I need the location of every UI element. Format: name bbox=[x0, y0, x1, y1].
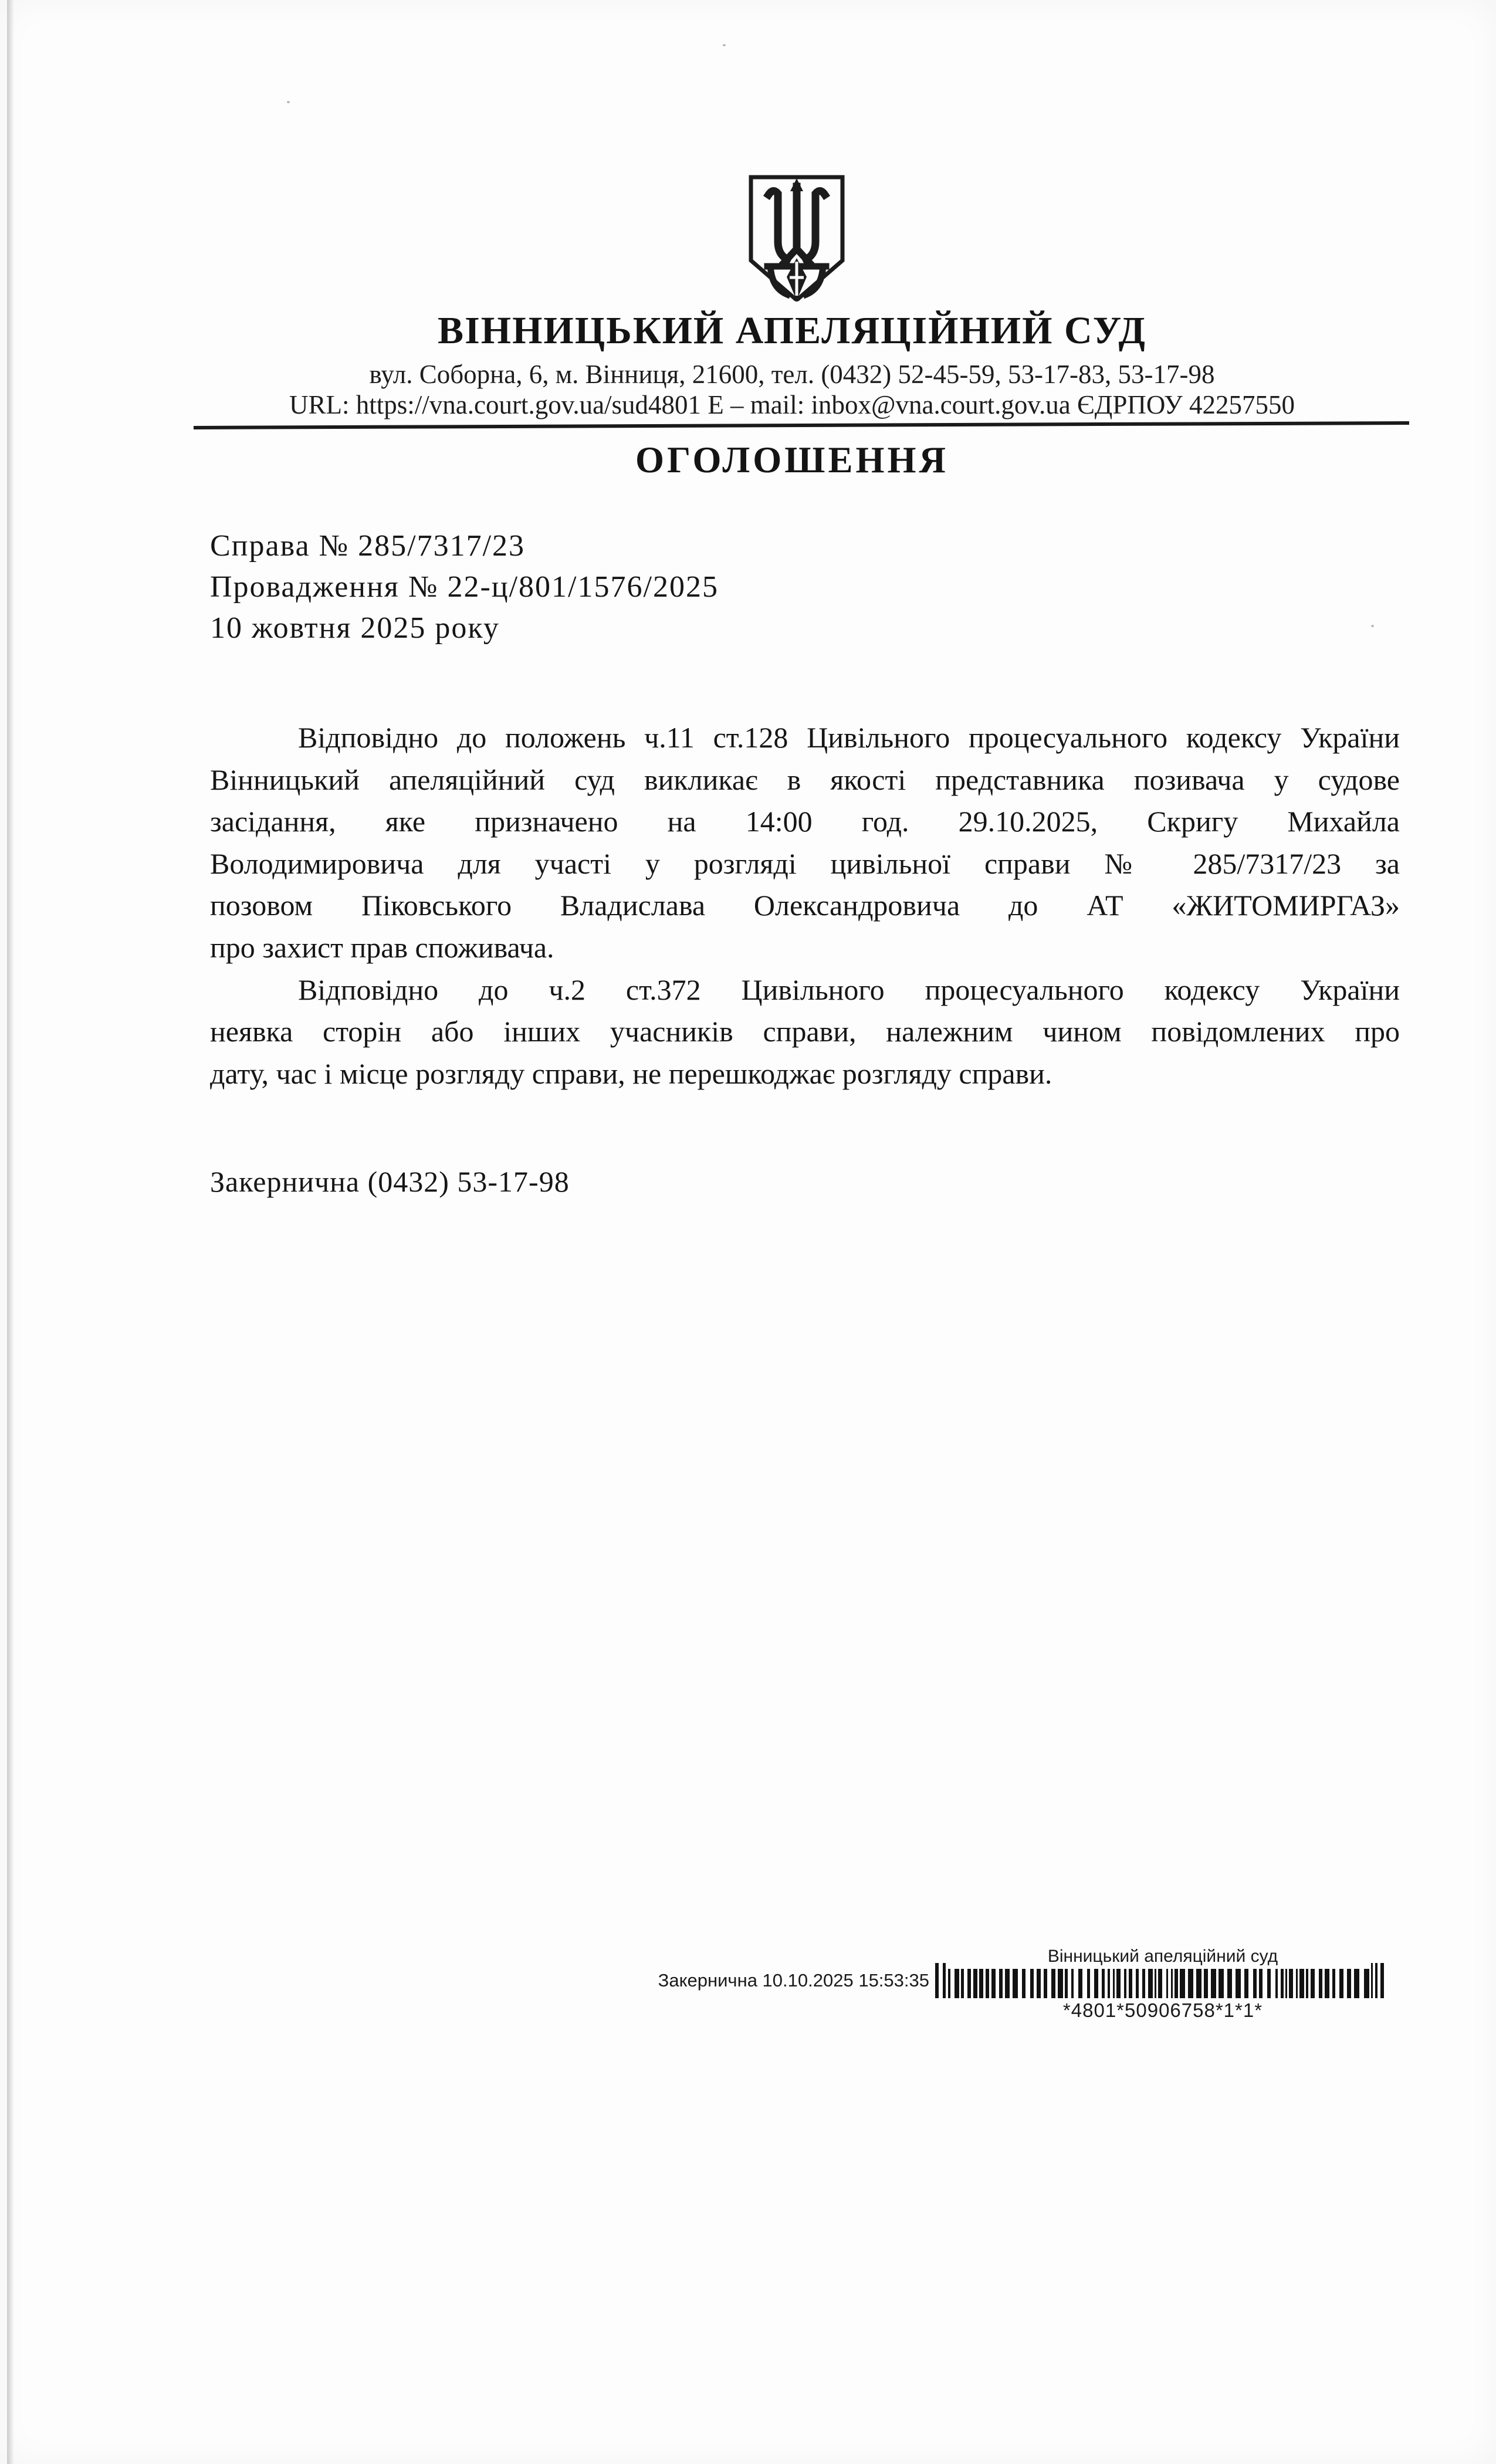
court-name-title: ВІННИЦЬКИЙ АПЕЛЯЦІЙНИЙ СУД bbox=[438, 309, 1146, 352]
barcode-bar bbox=[1102, 1969, 1105, 1998]
barcode-bar bbox=[1253, 1969, 1257, 1998]
barcode-bar bbox=[1211, 1969, 1216, 1998]
barcode-bar bbox=[1078, 1969, 1082, 1998]
barcode-bar bbox=[979, 1969, 983, 1998]
barcode-bar bbox=[1306, 1969, 1308, 1998]
barcode-bar bbox=[991, 1969, 996, 1998]
scan-edge-shadow bbox=[7, 0, 14, 2464]
barcode-bar bbox=[1289, 1969, 1293, 1998]
barcode-bar bbox=[1044, 1969, 1047, 1998]
barcode-bar bbox=[955, 1969, 959, 1998]
barcode-bar bbox=[1281, 1969, 1284, 1998]
court-address-line: вул. Соборна, 6, м. Вінниця, 21600, тел. (0432) 52-45-59, 53-17-83, 53-17-98 bbox=[369, 360, 1215, 389]
barcode-bar bbox=[943, 1963, 946, 1998]
barcode-bar bbox=[1108, 1969, 1110, 1998]
barcode-bar bbox=[1219, 1969, 1224, 1998]
barcode-bar bbox=[1354, 1969, 1359, 1998]
barcode-bar bbox=[1188, 1969, 1193, 1998]
barcode-bar bbox=[935, 1963, 939, 1998]
announcement-body bbox=[210, 717, 1400, 1095]
paragraph1-line: про захист прав споживача. bbox=[210, 930, 554, 964]
case-reference-block bbox=[210, 526, 1031, 649]
paragraph1-line: Вінницький апеляційний суд викликає в якості представника позивача у судове bbox=[210, 763, 1400, 796]
barcode-bar bbox=[1196, 1969, 1201, 1998]
court-url-email-line: URL: https://vna.court.gov.ua/sud4801 Е – mail: inbox@vna.court.gov.ua ЄДРПОУ 42257550 bbox=[289, 390, 1295, 419]
barcode-bar bbox=[1129, 1969, 1132, 1998]
barcode-bar bbox=[1155, 1969, 1156, 1998]
barcode-bar bbox=[1244, 1969, 1248, 1998]
barcode-bar bbox=[1375, 1963, 1377, 1998]
barcode-bar bbox=[1332, 1969, 1335, 1998]
barcode-bar bbox=[1065, 1969, 1068, 1998]
barcode-bar bbox=[1371, 1963, 1373, 1998]
barcode-bar bbox=[1364, 1969, 1369, 1998]
barcode-bar bbox=[1058, 1969, 1063, 1998]
footer-registration-stamp: Закернична 10.10.2025 15:53:35 bbox=[658, 1970, 929, 1991]
barcode-bar bbox=[1380, 1963, 1384, 1998]
barcode-bar bbox=[1166, 1969, 1168, 1998]
barcode-bar bbox=[1051, 1969, 1055, 1998]
barcode-bar bbox=[1037, 1969, 1041, 1998]
barcode-bar bbox=[1325, 1969, 1329, 1998]
paragraph1-line: Володимировича для участі у розгляді цивільної справи № 285/7317/23 за bbox=[210, 847, 1400, 880]
barcode-value-text: *4801*50906758*1*1* bbox=[1062, 1999, 1263, 2021]
barcode-bar bbox=[1005, 1969, 1010, 1998]
barcode-bar bbox=[1259, 1969, 1263, 1998]
barcode-bar bbox=[1180, 1969, 1185, 1998]
barcode-bar bbox=[1013, 1969, 1018, 1998]
barcode-bar bbox=[961, 1969, 964, 1998]
barcode-bar bbox=[1094, 1969, 1098, 1998]
clerk-contact-line: Закернична (0432) 53-17-98 bbox=[210, 1165, 570, 1198]
barcode-bar bbox=[1347, 1969, 1351, 1998]
barcode-bar bbox=[1030, 1969, 1034, 1998]
scan-speck bbox=[723, 44, 726, 46]
barcode-bar bbox=[1071, 1969, 1074, 1998]
scan-speck bbox=[287, 101, 290, 103]
document-heading: ОГОЛОШЕННЯ bbox=[635, 439, 949, 480]
barcode-bar bbox=[967, 1969, 971, 1998]
barcode-bar bbox=[1171, 1969, 1173, 1998]
barcode-bar bbox=[1299, 1969, 1304, 1998]
barcode-bar bbox=[1285, 1969, 1287, 1998]
barcode-bar bbox=[1136, 1969, 1139, 1998]
header-divider-rule bbox=[194, 421, 1409, 429]
barcode-bar bbox=[1113, 1969, 1115, 1998]
barcode-bar bbox=[1236, 1969, 1241, 1998]
paragraph2-line: неявка сторін або інших учасників справи, належним чином повідомлених про bbox=[210, 1015, 1400, 1048]
barcode-bar bbox=[948, 1969, 950, 1998]
barcode-bar bbox=[1319, 1969, 1322, 1998]
paragraph1-line: Відповідно до положень ч.11 ст.128 Цивільного процесуального кодексу України bbox=[298, 721, 1400, 754]
paragraph2-line: дату, час і місце розгляду справи, не перешкоджає розгляду справи. bbox=[210, 1057, 1052, 1090]
barcode-bar bbox=[1022, 1969, 1025, 1998]
paragraph2-line: Відповідно до ч.2 ст.372 Цивільного процесуального кодексу України bbox=[298, 973, 1400, 1006]
barcode-bar bbox=[1142, 1969, 1145, 1998]
barcode-bar bbox=[1296, 1969, 1298, 1998]
barcode-bar bbox=[1227, 1969, 1232, 1998]
footer-court-name: Вінницький апеляційний суд bbox=[1047, 1947, 1278, 1966]
scan-speck bbox=[1371, 625, 1374, 627]
barcode-bar bbox=[986, 1969, 989, 1998]
barcode-bar bbox=[1087, 1969, 1090, 1998]
barcode-bar bbox=[973, 1969, 977, 1998]
proceeding-number-line: Провадження № 22-ц/801/1576/2025 bbox=[210, 570, 719, 604]
barcode-bar bbox=[1124, 1969, 1126, 1998]
barcode-bar bbox=[1267, 1969, 1271, 1998]
barcode-bar bbox=[1275, 1969, 1278, 1998]
barcode-bar bbox=[1158, 1969, 1162, 1998]
barcode-bar bbox=[1175, 1969, 1178, 1998]
document-barcode bbox=[935, 1963, 1390, 1998]
paragraph1-line: позовом Піковського Владислава Олександровича до АТ «ЖИТОМИРГАЗ» bbox=[210, 889, 1400, 922]
barcode-bar bbox=[1148, 1969, 1153, 1998]
document-date-line: 10 жовтня 2025 року bbox=[210, 611, 500, 645]
barcode-bar bbox=[999, 1969, 1003, 1998]
case-number-line: Справа № 285/7317/23 bbox=[210, 529, 526, 563]
paragraph1-line: засідання, яке призначено на 14:00 год. 29.10.2025, Скригу Михайла bbox=[210, 805, 1400, 838]
barcode-bar bbox=[1204, 1969, 1208, 1998]
ukraine-trident-coat-of-arms-icon bbox=[746, 174, 847, 307]
barcode-bar bbox=[1311, 1969, 1315, 1998]
barcode-bar bbox=[1116, 1969, 1121, 1998]
barcode-bar bbox=[1339, 1969, 1343, 1998]
